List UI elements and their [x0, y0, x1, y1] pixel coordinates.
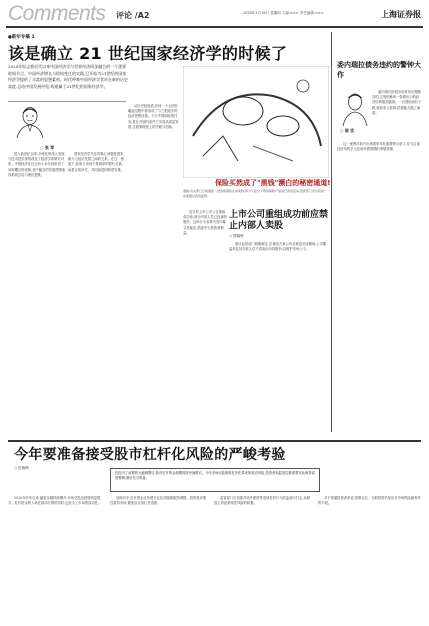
newspaper-name: 上海证券报 [381, 9, 421, 19]
bottom-deck: 在经历了前期的大幅调整后,股市杠杆资金规模再度快速增长。今年市场可能面临杠杆化带来的波动风险,投资者和监管层都需要对此保持高度警惕,做好充分准备。 [110, 468, 320, 492]
bottom-col-3 [214, 496, 312, 622]
paragraph: 进入新世纪以来,全球化的深入发展与技术进步深刻改变了经济学的研究对象。中国经济在过去四十余年间取得了举世瞩目的成就,其中蕴含的发展逻辑值得系统总结与理论提炼。 [8, 152, 66, 177]
second-byline: ○ 熊锦秋 [229, 234, 244, 238]
paragraph: 监管部门应加强对场外配资等违规杠杆行为的监测与打击,从制度上防范系统性风险的积累。 [214, 496, 311, 506]
section-label: 评论 /A2 [116, 11, 150, 20]
paragraph: 国家经济学关注的核心问题是国家能力与经济发展之间的关系。在这一框架下,政府与市场不是简单的替代关系,而是互相补充、共同演进的制度安排。 [68, 152, 125, 172]
paragraph: 从历史经验看,任何一个大国在崛起过程中都形成了与之相适应的经济思想体系。今天中国面临的任务,是在开放的条件下实现高质量发展,这需要理论上的突破与创新。 [128, 104, 179, 129]
main-col-1 [8, 152, 66, 434]
sidebar-author: ○ 陈 实 [340, 128, 355, 133]
author-portrait [12, 104, 48, 138]
main-headline: 该是确立 21 世纪国家经济学的时候了 [8, 44, 288, 63]
section-divider [8, 440, 421, 442]
bottom-byline: ○ 皮海洲 [14, 466, 29, 470]
article-kicker: ●新年专稿 1 [8, 35, 35, 40]
paragraph: 建议监管部门明确规定,在重组方案公布至重组完成期间,公司董监高及其关联人员不得卖出所持股份,以维护市场公平。 [229, 242, 327, 252]
paragraph: 2020年开年以来,融资余额持续攀升,市场交投活跃度明显提升。杠杆资金的入场在推动行情的同时,也放大了市场的波动性。 [8, 496, 102, 506]
main-author: ○ 张 军 [40, 145, 55, 150]
bottom-col-2 [110, 496, 208, 622]
second-col-2 [229, 242, 329, 434]
masthead [6, 2, 423, 28]
section-brand: Comments [8, 2, 106, 25]
sidebar-author-portrait [340, 90, 370, 126]
second-headline: 上市公司重组成功前应禁止内部人卖股 [229, 210, 329, 231]
paragraph: 对于普通投资者来说,控制仓位、分散投资仍是应对市场风险最有效的手段。 [318, 496, 421, 506]
paragraph: 委内瑞拉的债务危机再次提醒各国,过度依赖单一资源出口的经济结构极其脆弱。一旦国际油价下跌,财政收入锐减,偿债能力随之崩溃。 [372, 90, 422, 115]
sidebar-col-top [372, 90, 422, 140]
bottom-col-1 [8, 496, 106, 622]
sidebar-headline: 委内瑞拉债务违约的警钟大作 [337, 61, 421, 79]
column-divider [331, 32, 332, 432]
cartoon-title: 保险买然成了"黑钱"濒白的秘密通道! [215, 179, 331, 187]
lead-divider [8, 101, 126, 102]
paragraph: 回顾历史,杠杆资金过快增长往往伴随着剧烈调整。投资者应理性看待市场,避免盲目加杠杆追涨。 [110, 496, 207, 506]
main-col-3 [128, 104, 180, 434]
paragraph: 近日有上市公司公告重组成功前,部分内部人员已经减持股份。这种行为容易引发内幕交易疑虑,损害中小投资者利益。 [183, 210, 227, 235]
sidebar-col-main [337, 142, 421, 434]
bottom-col-4 [318, 496, 421, 622]
main-lead: 2020年标志着近代以来中国经济学与世界经济同步融合的一个重要时间节点。中国经济增长与结构变迁的实践,已开始为21世纪的国家经济学提供了丰富的思想素材。时代呼唤中国经济学者站在新的历史高度,总结中国发展经验,构建属于21世纪的国家经济学。 [8, 64, 128, 89]
paragraph: 这一案例对新兴市场国家具有重要警示意义,应当注重经济结构多元化和外债规模的审慎管理。 [337, 142, 420, 152]
second-col-1 [183, 210, 227, 434]
main-col-2 [68, 152, 126, 434]
bottom-headline: 今年要准备接受股市杠杆化风险的严峻考验 [14, 447, 286, 463]
cartoon-illustration [183, 66, 329, 178]
issue-line: 2020年1月16日 星期四 主编:××× 责任编辑:××× [243, 11, 324, 15]
cartoon-caption: 漫画:有关部门日前通报一批违规保险业务案例,部分不法分子利用保险产品进行洗钱活动,监管部门表示将进一步加强反洗钱监管。 [183, 189, 327, 198]
